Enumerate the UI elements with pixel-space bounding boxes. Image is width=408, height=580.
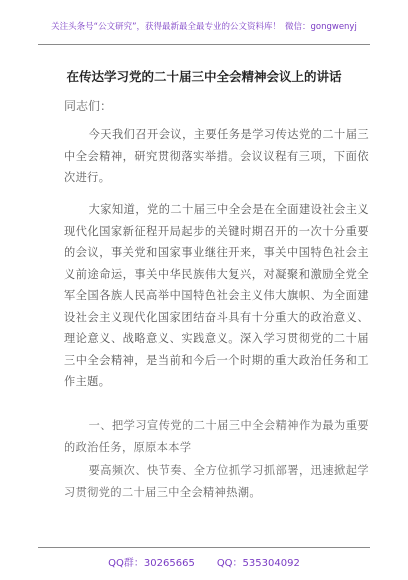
wechat-label: 微信：gongwenyj [284,22,357,32]
salutation: 同志们： [64,99,113,113]
banner-text: 关注头条号“公文研究”，获得最新最全最专业的公文资料库！ [51,22,281,32]
header-divider [38,44,370,45]
header-banner [0,20,408,32]
qq-label: QQ：535304092 [216,558,300,569]
paragraph-3: 要高频次、快节奏、全方位抓学习抓部署，迅速掀起学习贯彻党的二十届三中全会精神热潮。 [64,464,369,499]
qq-group-label: QQ群：30265665 [108,558,195,569]
document-title: 在传达学习党的二十届三中全会精神会议上的讲话 [66,69,342,84]
paragraph-2: 大家知道，党的二十届三中全会是在全面建设社会主义现代化国家新征程开局起步的关键时期召开的一次十分重要的会议，事关党和国家事业继往开来，事关中国特色社会主义前途命运，事关中华民族伟大复兴，对凝聚和激励全党全军全国各族人民高举中国特色社会主义伟大旗帜、为全面建设社会主义现代化国家团结奋斗具有十分重大的政治意义、理论意义、战略意义、实践意义。深入学习贯彻党的二十届三中全会精神，是当前和今后一个时期的重大政治任务和工作主题。 [64,203,369,388]
paragraph-1: 今天我们召开会议，主要任务是学习传达党的二十届三中全会精神，研究贯彻落实举措。会议议程有三项，下面依次进行。 [64,128,369,184]
footer-contact [0,554,408,569]
footer-divider [38,547,370,548]
section-heading-1: 一、把学习宣传党的二十届三中全会精神作为最为重要的政治任务，原原本本学 [64,419,369,454]
